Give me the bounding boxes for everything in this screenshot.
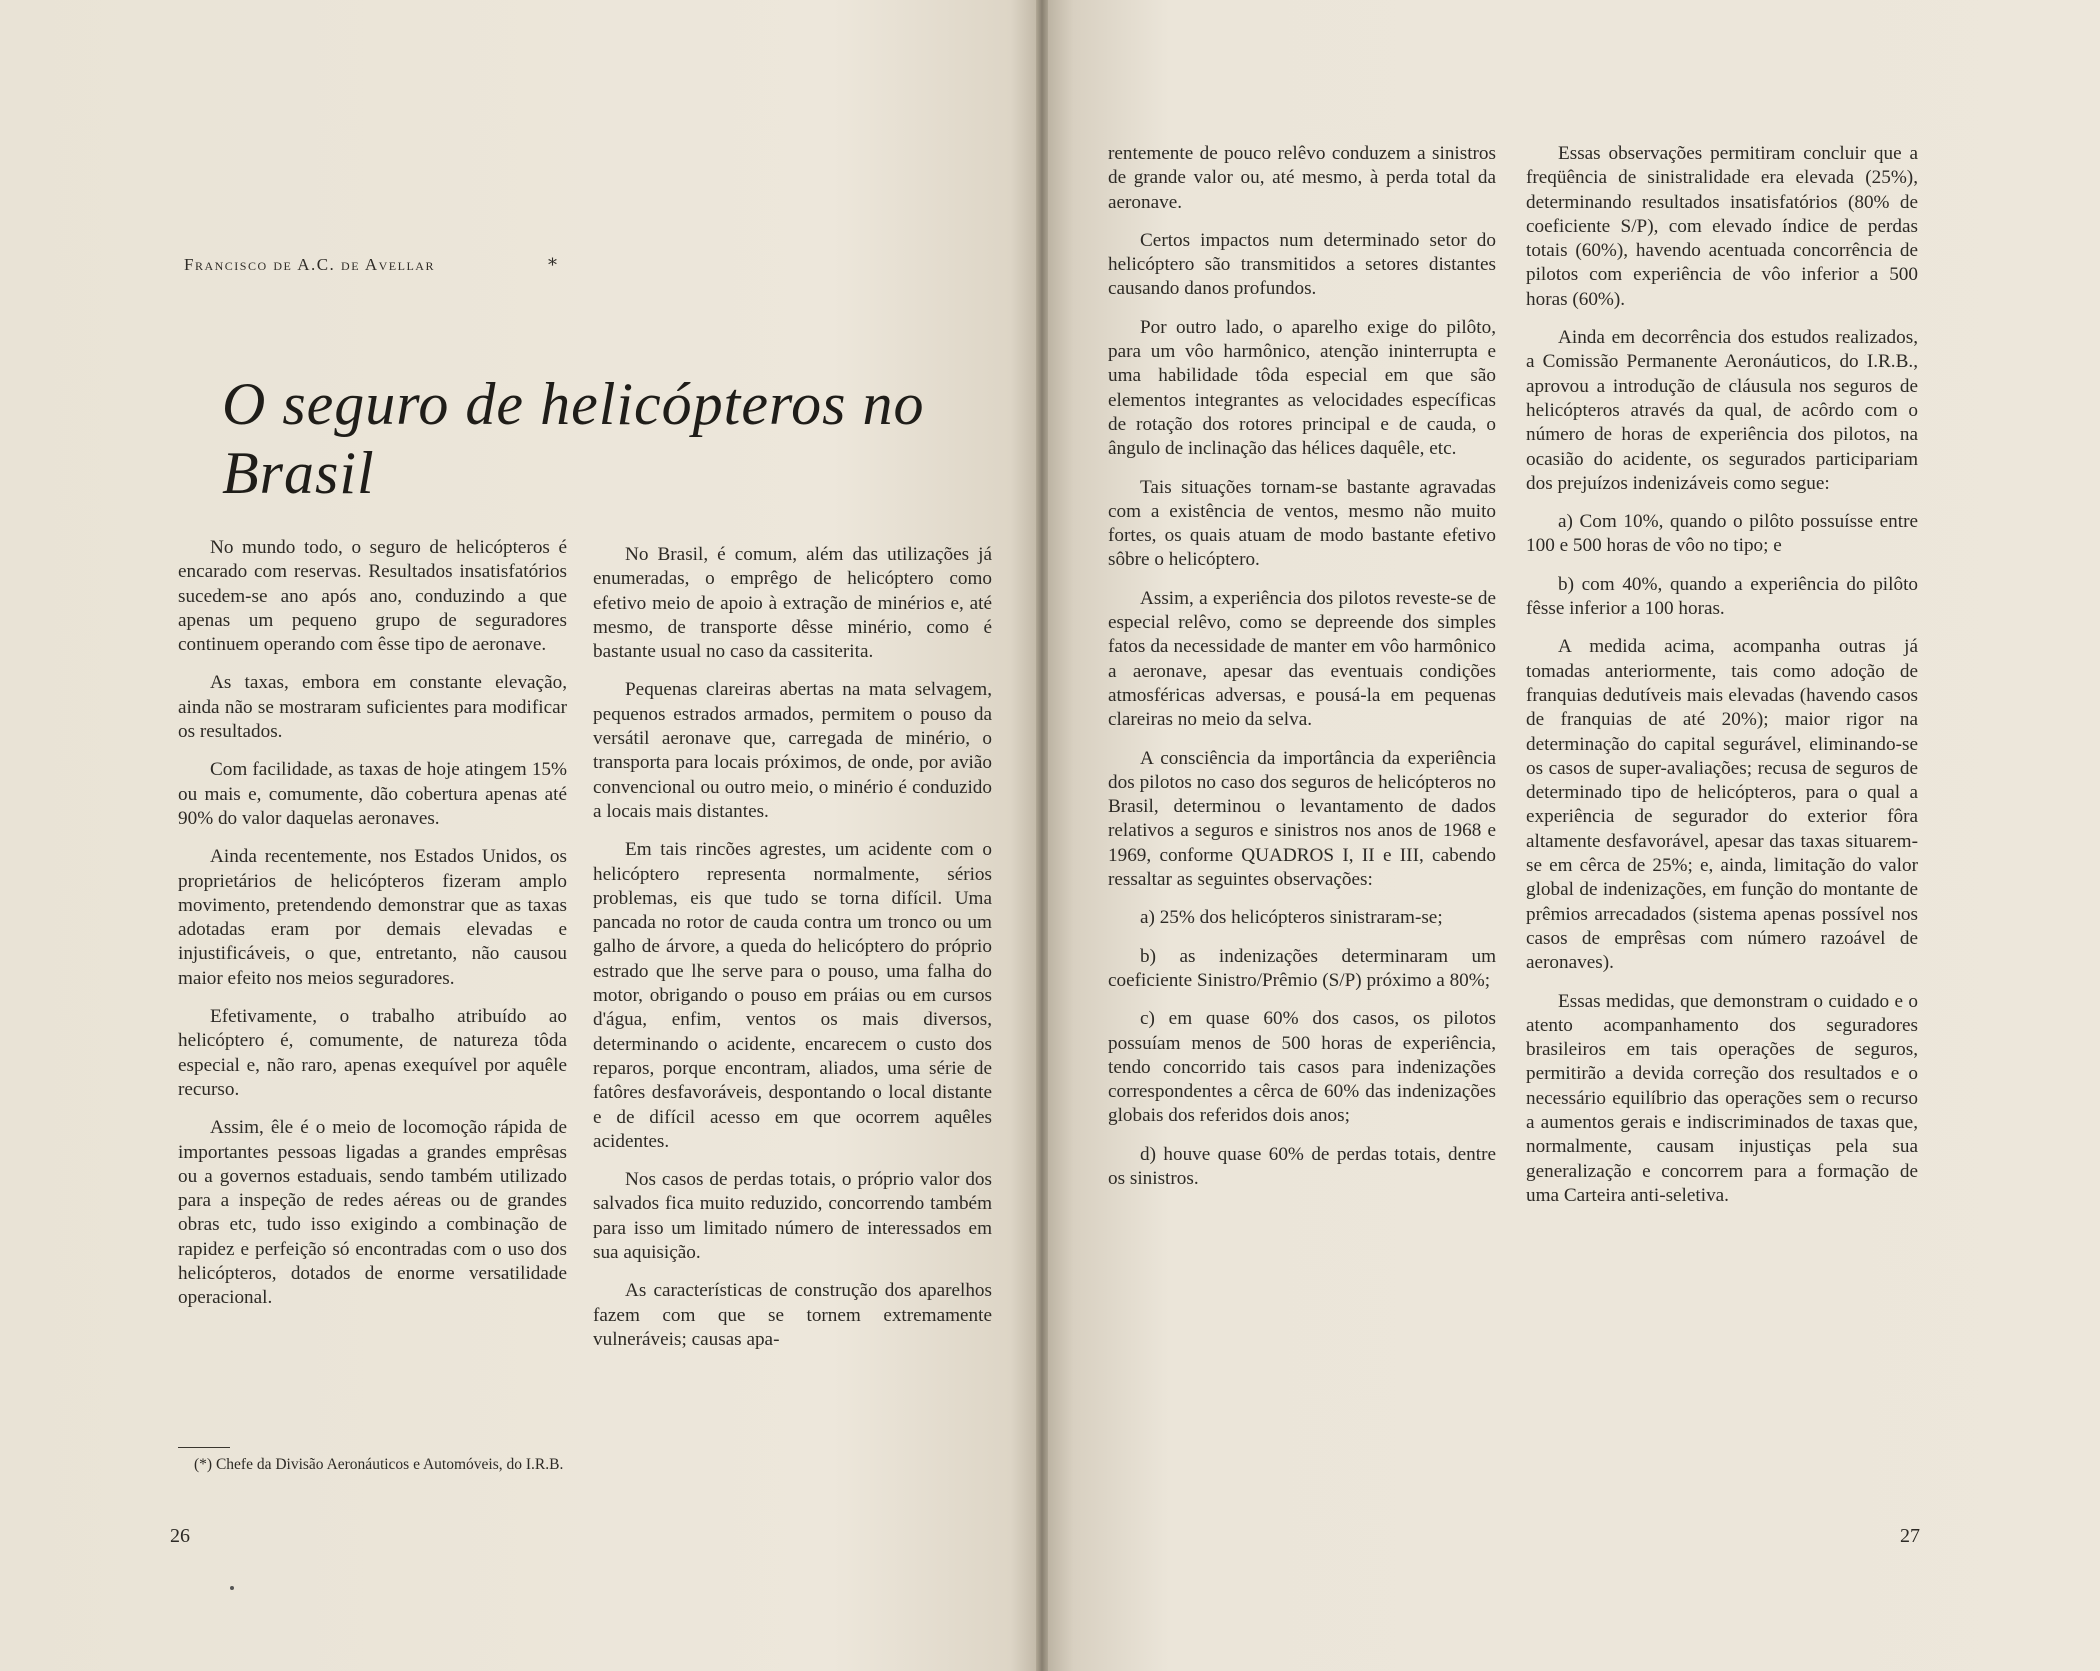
left-page bbox=[0, 0, 1042, 1671]
text-column-2 bbox=[593, 543, 992, 1366]
book-gutter bbox=[1036, 0, 1048, 1671]
paragraph: Essas medidas, que demonstram o cuidado e o atento acompanhamento dos seguradores brasileiros em tais operações de seguros, permitirão a devida correção dos resultados e o necessário equilíbrio das operações sem o recurso a aumentos gerais e indiscriminados de taxas que, normalmente, causam injustiças pela sua generalização e concorrem para a formação de uma Carteira anti-seletiva. bbox=[1526, 990, 1918, 1206]
footnote-divider bbox=[178, 1447, 230, 1448]
text-column-3 bbox=[1108, 142, 1496, 1205]
text-column-4 bbox=[1526, 142, 1918, 1222]
paragraph: As características de construção dos aparelhos fazem com que se tornem extremamente vulneráveis; causas apa- bbox=[593, 1280, 992, 1350]
print-speck bbox=[230, 1586, 234, 1590]
paragraph: Ainda recentemente, nos Estados Unidos, os proprietários de helicópteros fizeram amplo movimento, pretendendo demonstrar que as taxas adotadas eram por demais elevadas e injustificáveis, o que, entretanto, não causou maior efeito nos meios seguradores. bbox=[178, 846, 567, 989]
paragraph: As taxas, embora em constante elevação, ainda não se mostraram suficientes para modificar os resultados. bbox=[178, 672, 567, 743]
paragraph: Ainda em decorrência dos estudos realizados, a Comissão Permanente Aeronáuticos, do I.R.B., aprovou a introdução de cláusula nos seguros de helicópteros através da qual, de acôrdo com o número de horas de experiência dos pilotos, na ocasião do acidente, os segurados participariam dos prejuízos indenizáveis como segue: bbox=[1526, 327, 1918, 494]
paragraph: Tais situações tornam-se bastante agravadas com a existência de ventos, mesmo não muito fortes, os quais atuam de modo bastante efetivo sôbre o helicóptero. bbox=[1108, 476, 1496, 571]
page-number-right: 27 bbox=[1900, 1525, 1920, 1547]
paragraph: Assim, êle é o meio de locomoção rápida de importantes pessoas ligadas a grandes emprêsas ou a governos estaduais, sendo também utilizado para a inspeção de redes aéreas ou de grandes obras etc, tudo isso exigindo a combinação de rapidez e perfeição só encontradas com o uso dos helicópteros, dotados de enorme versatilidade operacional. bbox=[178, 1117, 567, 1309]
page-number-left: 26 bbox=[170, 1525, 190, 1547]
paragraph: A medida acima, acompanha outras já tomadas anteriormente, tais como adoção de franquias dedutíveis mais elevadas (havendo casos de franquias de até 20%); maior rigor na determinação do capital segurável, eliminando-se os casos de super-avaliações; recusa de seguros de determinado tipo de helicópteros, para o qual a experiência de segurador do exterior fôra altamente desfavorável, apesar das taxas situarem-se em cêrca de 25%; e, ainda, limitação do valor global de indenizações, em função do montante de prêmios arrecadados (sistema apenas possível nos casos de emprêsas com número razoável de aeronaves). bbox=[1526, 636, 1918, 974]
paragraph: Efetivamente, o trabalho atribuído ao helicóptero é, comumente, de natureza tôda especial e, não raro, apenas exequível por aquêle recurso. bbox=[178, 1006, 567, 1100]
text-column-1 bbox=[178, 536, 567, 1325]
author-footnote-mark: * bbox=[548, 255, 557, 276]
article-title: O seguro de helicópteros no Brasil bbox=[222, 371, 925, 506]
list-item: a) 25% dos helicópteros sinistraram-se; bbox=[1140, 907, 1443, 929]
list-item: c) em quase 60% dos casos, os pilotos possuíam menos de 500 horas de experiência, tendo concorrido tais casos para indenizações correspondentes a cêrca de 60% das indenizações globais dos referidos dois anos; bbox=[1108, 1008, 1496, 1127]
paragraph: Pequenas clareiras abertas na mata selvagem, pequenos estrados armados, permitem o pouso da versátil aeronave que, carregada de minério, o transporta para locais próximos, de onde, por avião convencional ou outro meio, o minério é conduzido a locais mais distantes. bbox=[593, 679, 992, 822]
paragraph: Certos impactos num determinado setor do helicóptero são transmitidos a setores distantes causando danos profundos. bbox=[1108, 229, 1496, 300]
footnote: (*) Chefe da Divisão Aeronáuticos e Automóveis, do I.R.B. bbox=[194, 1456, 564, 1473]
paragraph: No Brasil, é comum, além das utilizações já enumeradas, o emprêgo de helicóptero como efetivo meio de apoio à extração de minérios e, até mesmo, de transporte dêsse minério, como é bastante usual no caso da cassiterita. bbox=[593, 544, 992, 663]
paragraph: Com facilidade, as taxas de hoje atingem 15% ou mais e, comumente, dão cobertura apenas até 90% do valor daquelas aeronaves. bbox=[178, 759, 567, 829]
paragraph: No mundo todo, o seguro de helicópteros é encarado com reservas. Resultados insatisfatórios sucedem-se ano após ano, conduzindo a que apenas um pequeno grupo de seguradores continuem operando com êsse tipo de aeronave. bbox=[178, 537, 567, 656]
paragraph: A consciência da importância da experiência dos pilotos no caso dos seguros de helicópteros no Brasil, determinou o levantamento de dados relativos a seguros e sinistros nos anos de 1968 e 1969, conforme QUADROS I, II e III, cabendo ressaltar as seguintes observações: bbox=[1108, 747, 1496, 891]
paragraph: Essas observações permitiram concluir que a freqüência de sinistralidade era elevada (25%), determinando resultados insatisfatórios (80% de coeficiente S/P), com elevado índice de perdas totais (60%), havendo acentuada concorrência de pilotos com experiência de vôo inferior a 500 horas (60%). bbox=[1526, 143, 1918, 310]
paragraph: Em tais rincões agrestes, um acidente com o helicóptero representa normalmente, sérios problemas, eis que tudo se torna difícil. Uma pancada no rotor de cauda contra um tronco ou um galho de árvore, a queda do helicóptero do próprio estrado que lhe serve para o pouso, uma falha do motor, obrigando o pouso em práias ou em cursos d'água, enfim, ventos os mais diversos, determinando o acidente, encarecem o custo dos reparos, porque encontram, aliados, uma série de fatôres desfavoráveis, despontando o local distante e de difícil acesso em que ocorrem aquêles acidentes. bbox=[593, 839, 992, 1152]
list-item: a) Com 10%, quando o pilôto possuísse entre 100 e 500 horas de vôo no tipo; e bbox=[1526, 511, 1918, 557]
paragraph: Por outro lado, o aparelho exige do pilôto, para um vôo harmônico, atenção ininterrupta e uma habilidade tôda especial em que são elementos integrantes as velocidades específicas de rotação dos rotores principal e de cauda, o ângulo de inclinação das hélices daquêle, etc. bbox=[1108, 316, 1496, 460]
paragraph: Nos casos de perdas totais, o próprio valor dos salvados fica muito reduzido, concorrendo também para isso um limitado número de interessados em sua aquisição. bbox=[593, 1169, 992, 1264]
author-name: Francisco de A.C. de Avellar bbox=[184, 255, 435, 274]
list-item: b) com 40%, quando a experiência do pilôto fêsse inferior a 100 horas. bbox=[1526, 573, 1918, 620]
paragraph: Assim, a experiência dos pilotos reveste-se de especial relêvo, como se depreende dos simples fatos da necessidade de manter em vôo harmônico a aeronave, apesar das eventuais condições atmosféricas adversas, e pousá-la em pequenas clareiras no meio da selva. bbox=[1108, 587, 1496, 731]
paragraph: rentemente de pouco relêvo conduzem a sinistros de grande valor ou, até mesmo, à perda total da aeronave. bbox=[1108, 143, 1496, 213]
list-item: d) houve quase 60% de perdas totais, dentre os sinistros. bbox=[1108, 1143, 1496, 1189]
list-item: b) as indenizações determinaram um coeficiente Sinistro/Prêmio (S/P) próximo a 80%; bbox=[1108, 945, 1496, 991]
